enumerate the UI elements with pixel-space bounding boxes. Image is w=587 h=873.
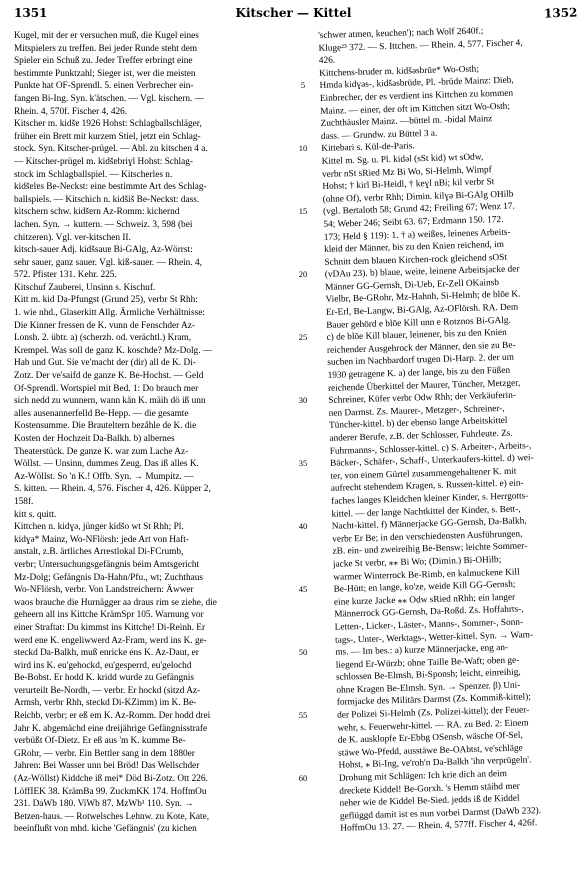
line-number: 40 [298, 521, 308, 532]
text-line: kitt s. quitt. [14, 509, 57, 520]
text-line: tags-, Unter-, Werktags-, Wetter-kittel. Syn. → Wam- [334, 629, 534, 646]
text-line: geflüggd damit ist es nun vorbei Darmst (DaWb 232). [339, 805, 542, 822]
text-line: Reichb, verbr; er eß em K. Az-Romm. Der hodd drei [14, 711, 211, 722]
text-line: Jahr K. abgemächd eine dreijährige Gefängnisstrafe [14, 723, 208, 734]
text-line: neher wie de Kiddel Be-Sied. jedds iß de Kiddel [339, 793, 520, 809]
line-number: 25 [298, 332, 308, 343]
text-line: verurteilt Be-Nordh, — verbr. Er hockd (sitzd Az- [14, 685, 201, 696]
text-line: 426. [318, 55, 336, 67]
text-line: kitschern schw. kidšɐrn Az-Romm: kichernd [14, 207, 180, 218]
text-line: kitsch-sauer Adj. kidšsauɐ Bi-GAlg, Az-Wörrst: [14, 245, 193, 256]
text-line: Of-Sprendl. Wortspiel mit Bed. 1: Do brauch mer [14, 383, 199, 394]
text-line: stock im Schlagballspiel. — Kitscherles n. [14, 169, 173, 180]
text-line: stäwe Wo-Pfedd, ausstäwe Be-OAbtst, ve'schläge [338, 743, 523, 759]
text-line: suchen im Nachbardorf trugen Di-Harp. 2. der um [327, 353, 515, 369]
page-number-left: 1351 [14, 6, 48, 20]
text-line: 1. wie nhd., Glaserkitt Allg. Ärmliche Verhältnisse: [14, 308, 205, 319]
text-line: reichende Überkittel der Maurer, Tüncher, Metzger, [327, 378, 521, 394]
text-line: stock. Syn. Kitscher-prügel. — Abl. zu kitschen 4 a. [14, 144, 208, 155]
text-line: wehr, s. Feuerwehr-kittel. — RA. zu Bed. 2: Einem [337, 718, 529, 734]
text-line: Armsh, verbr Rhh, steckd Di-KZimm) im K. Be- [14, 698, 197, 709]
header-title: Kitscher — Kittel [235, 6, 352, 20]
line-number: 20 [298, 269, 308, 280]
text-line: faches langes Kleidchen kleiner Kinder, s. Herrgotts- [331, 491, 529, 507]
line-number: 30 [298, 395, 308, 406]
text-line: formjacke des Militärs Darmst (Zs. Kommiß-kittel); [336, 692, 532, 709]
text-line: Be-Bobst. Er hodd K. kridd wurde zu Gefängnis [14, 673, 194, 684]
text-line: lachen. Syn. → kuttern. — Schweiz. 3, 598 (bei [14, 219, 193, 230]
text-line: LöffIEK 38. KrämBa 99. ZuckmKK 174. HoffmOu [14, 786, 207, 797]
text-line: Az-Wöllst. So 'n K.! Offb. Syn. → Mumpitz. — [14, 471, 194, 482]
text-line: Fuhrmanns-, Schlosser-kittel. c) S. Arbeiter-, Arbeits-, [329, 440, 532, 457]
text-line: fangen Bi-Ing. Syn. k'ätschen. — Vgl. kischern. — [14, 93, 204, 104]
text-line: Bäcker-, Schäfer-, Schaff-, Unterkaufers-kittel. d) wei- [329, 453, 534, 470]
line-number: 45 [298, 584, 308, 595]
text-line: Kitt m. kid Da-Pfungst (Grund 25), verbr St Rhh: [14, 295, 198, 306]
text-line: Die Kinner fressen de K. vunn de Fenschder Az- [14, 320, 195, 331]
text-line: Betzen-haus. — Rotwelsches Lehnw. zu Kote, Kate, [14, 811, 210, 822]
text-line: (ohne Of), verbr Rhh; Dimin. kilɣə Bi-GAlg OHilb [322, 189, 514, 205]
text-line: (Az-Wöllst) Kiddche iß mei* Död Bi-Zotz. Ott 226. [14, 774, 208, 785]
text-line: Theaterstück. De ganze K. war zum Lache Az- [14, 446, 189, 457]
text-line: Schreiner, Küfer verbr Odw Rhh; der Verkäuferin- [328, 390, 517, 407]
line-number: 50 [298, 647, 308, 658]
text-line: beeinflußt von mhd. kiche 'Gefängnis' (zu kichen [14, 824, 197, 835]
text-line: S. kitten. — Rhein. 4, 576. Fischer 4, 426. Küpper 2, [14, 484, 211, 495]
text-line: Kosten der Hochzeit Da-Balkh. b) albernes [14, 434, 175, 444]
text-line: reichender Ausgehrock der Männer, den sie zu Be- [326, 340, 516, 356]
text-line: ms. — Im bes.: a) kurze Männerjacke, eng an- [335, 643, 509, 658]
text-line: Mainz. — einer, der oft im Kittchen sitzt Wo-Osth; [320, 101, 511, 117]
text-line: verbr; Untersuchungsgefängnis beim Amtsgericht [14, 559, 200, 570]
text-line: Kitscher m. kidšɐ 1926 Hohst: Schlagballschläger, [14, 119, 202, 130]
text-line: kleid der Männer, bis zu den Knien reichend, im [324, 239, 505, 256]
text-line: ballspiels. — Kitschich n. kidšiš Be-Neckst: dass. [14, 194, 200, 205]
text-line: de K. ausklopfe Er-Ebbg OSensb, wäsche Of-Sel, [337, 730, 523, 746]
text-line: verbr nSt sRied Mz Bi Wo, Si-Helmh, Wimpf [321, 164, 492, 180]
text-line: Lonsh. 2. übtr. a) (scherzh. od. verächtl.) Kram, [14, 333, 192, 344]
line-number: 15 [298, 206, 308, 217]
text-line: nen Darmst. Zs. Maurer-, Metzger-, Schreiner-, [328, 403, 505, 419]
text-line: Hohst; † kirl Bi-Heidl, † keɣl nBi; kil verbr St [322, 177, 495, 193]
text-line: anderer Berufe, z.B. der Schlosser, Fuhrleute. Zs. [329, 428, 513, 444]
text-line: liegend Er-Würzb; ohne Taille Be-Waft; oben ge- [335, 655, 520, 671]
text-line: Kittchen n. kidɣə, jünger kidšo wt St Rhh; Pl. [14, 522, 184, 533]
line-number: 5 [300, 80, 306, 91]
text-line: Drohung mit Schlägen: Ich krie dich an deim [338, 769, 508, 784]
text-line: ter, von einem Gürtel zusammengehaltener K. mit [330, 466, 517, 482]
text-line: schlossen Be-Elmsh, Bi-Sponsh; leicht, einreihig, [335, 667, 521, 684]
text-line: Spieler ein Schuß zu. Jeder Treffer erbringt eine [14, 56, 193, 67]
text-line: 'schwer atmen, keuchen'); nach Wolf 2640f.; [318, 26, 484, 41]
text-line: verbr Er Be; in den verschiedensten Ausführungen, [332, 529, 523, 545]
text-line: verbüßt Of-Dietz. Er eß aus 'm K. kumme Be- [14, 736, 186, 747]
right-column [318, 23, 587, 836]
text-line: Wo-NFlörsh, verbr. Von Landstreichern: Äwwer [14, 585, 194, 596]
text-line: geheern all ins Kittche KrämSpr 105. Warnung vor [14, 610, 204, 621]
text-line: Kittebari s. Kül-de-Paris. [321, 141, 415, 155]
text-line: chitzeren). Vgl. ver-kitschen II. [14, 232, 131, 243]
text-line: kidɣə* Mainz, Wo-NFlörsh: jede Art von Haft- [14, 534, 189, 545]
text-line: alles ausenannerfelld Be-Hepp. — die gesamte [14, 408, 189, 419]
text-line: Zotz. Der ve'saifd de ganze K. Be-Hochst. — Geld [14, 371, 204, 382]
text-line: Kostensumme. Die Brauteltern bezåhle de K. die [14, 421, 197, 432]
text-line: eine kurze Jacke ⁎⁎ Odw sRied nRhh; ein langer [333, 592, 516, 608]
text-line: kidšɐlɐs Be-Neckst: eine bestimmte Art des Schlag- [14, 182, 207, 193]
text-line: wird ins K. eu'gehockd, eu'gesperrd, eu'gelochd [14, 660, 192, 671]
text-line: Be-Hütt; en lange, ko'ze, weide Kill GG-Gernsh; [333, 579, 516, 595]
text-line: Er-Erl, Be-Langw, Bi-GAlg, Az-OFlörsh. RA. Dem [325, 302, 519, 318]
text-line: GRohr, — verbr. Ein Bettler sang in dem 1880er [14, 748, 195, 759]
text-line: der Polizei Si-Helmh (Zs. Polizei-kittel); der Feuer- [337, 705, 530, 721]
text-line: Nacht-kittel. f) Männerjacke GG-Gernsh, Da-Balkh, [331, 516, 527, 532]
text-line: 54; Weber 246; Seibt 63. 67; Erdmann 150. 172. [323, 214, 504, 230]
text-line: steckd Da-Balkh, muß enricke ens K. Az-Daut, er [14, 648, 199, 659]
text-line: Jahren: Bei Wasser unn bei Bröd! Das Wellschder [14, 761, 200, 772]
text-line: Kluge²³ 372. — S. Ittchen. — Rhein. 4, 577. Fischer 4, [318, 37, 523, 54]
text-line: zB. ein- und zweireihig Be-Bensw; leichte Sommer- [332, 541, 528, 558]
text-line: warmer Winterrock Be-Rimb, en kalmuckene Kill [333, 567, 520, 583]
text-line: Kittchens-bruder m. kidšəsbrūɐ* Wo-Osth; [319, 64, 479, 79]
text-line: Rhein. 4, 570f. Fischer 4, 426. [14, 106, 128, 117]
text-line: 572. Pfister 131. Kehr. 225. [14, 270, 117, 281]
text-line: anstalt, z.B. ärtliches Arrestlokal Di-FCrumb, [14, 547, 184, 558]
text-line: Bauer gehörd e blōe Kill unn e Rotznos Bi-GAlg. [326, 315, 511, 331]
text-line: Hohst, ⁎ Bi-Ing, ve'roh'n Da-Balkh 'ihn verprügeln'. [338, 755, 532, 772]
text-line: 158f. [14, 496, 34, 507]
text-line: Kitschuf Zauberei, Unsinn s. Kischuf. [14, 282, 156, 293]
text-line: sich nedd zu wunnern, wann kän K. mäih dö iß unn [14, 396, 206, 407]
text-line: Wöllst. — Unsinn, dummes Zeug. Das iß alles K. [14, 459, 199, 470]
left-column [14, 30, 279, 836]
text-line: Punkte hat OF-Sprendl. 5. einen Verbrecher ein- [14, 81, 194, 92]
text-line: bestimmte Punktzahl; Sieger ist, wer die meisten [14, 68, 196, 79]
text-line: jacke St verbr, ⁎⁎ Bi Wo; (Dimin.) Bi-OHilb; [332, 555, 502, 570]
text-line: HoffmOu 13. 27. — Rhein. 4, 577ff. Fischer 4, 426f. [340, 818, 538, 835]
text-line: kittel. — der lange Nachtkittel der Kinder, s. Bett-, [331, 504, 521, 520]
text-line: dreckete Kiddel! Be-Gorxh. 's Hemm stäihd mer [339, 781, 520, 797]
text-line: Mitspielers zu treffen. Bei jeder Runde steht dem [14, 43, 198, 54]
page-number-right: 1352 [543, 5, 578, 21]
text-line: sehr sauer, ganz sauer. Vgl. kiß-sauer. — Rhein. 4, [14, 257, 202, 268]
text-line: Kittel m. Sg. u. Pl. kidəl (sSt kid) wt sOdw, [321, 152, 484, 167]
line-number: 35 [298, 458, 308, 469]
text-line: Letten-, Licker-, Läster-, Manns-, Sommer-, Sonn- [334, 617, 524, 633]
text-line: werd ene K. engeliwwerd Az-Fram, werd ins K. ge- [14, 635, 207, 646]
text-line: dass. — Grundw. zu Büttel 3 a. [320, 128, 438, 142]
line-number: 10 [298, 143, 308, 154]
text-line: Zuchthäusler Mainz. —büttel m. -bidəl Mainz [320, 114, 493, 130]
text-line: aufrecht stehendem Kragen, s. Russen-kittel. e) ein- [330, 478, 524, 495]
text-line: Männerrock GG-Gernsh, Da-Roßd. Zs. Hoffahrts-, [334, 604, 524, 621]
text-line: ohne Kragen Be-Elmsh. Syn. → Spenzer. β) Uni- [336, 680, 521, 696]
text-line: Hab und Gut. Sie ve'macht der (dir) all de K. Di- [14, 358, 196, 369]
text-line: c) de blōe Kill blauer, leinener, bis zu den Knien [326, 328, 507, 344]
line-number: 55 [298, 710, 308, 721]
text-line: (vDAu 23). b) blaue, weite, leinene Arbeitsjacke der [324, 264, 520, 281]
text-line: 173; Held § 119): 1. † a) weißes, leinenes Arbeits- [323, 227, 511, 243]
text-line: Schnitt dem blauen Kirchen-rock gleichend sOSt [324, 252, 508, 268]
text-line: — Kitscher-prügel m. kidšɐbriɣl Hohst: Schlag- [14, 156, 194, 167]
line-number: 60 [298, 773, 308, 784]
text-line: waos brauche die Hurnägger aa draus rim se ziehe, die [14, 597, 217, 608]
text-line: Mz-Dolg; Gefängnis Da-Hahn/Pfu., wt; Zuchthaus [14, 572, 203, 583]
text-line: 231. DaWb 180. ViWb 87. MzWb¹ 110. Syn. → [14, 799, 194, 810]
text-line: früher ein Brett mit kurzem Stiel, jetzt ein Schlag- [14, 131, 201, 142]
text-line: Einbrecher, der es verdient ins Kittchen zu kommen [319, 88, 514, 104]
text-line: Vielbr, Be-GRohr, Mz-Hahnh, Si-Helmh; de blōe K. [325, 289, 521, 306]
text-line: Tüncher-kittel. b) der ebenso lange Arbeitskittel [328, 416, 508, 432]
text-line: (vgl. Bertaloth 58; Grund 42; Freiling 67; Wenz 17. [322, 201, 515, 218]
text-line: Krempel. Was soll de ganz K. koschde? Mz-Dolg. — [14, 345, 213, 356]
text-line: Kugel, mit der er versuchen muß, die Kugel eines [14, 31, 199, 41]
text-line: 1930 getragene K. a) der lange, bis zu den Füßen [327, 365, 511, 381]
text-line: Hmda kidɣəs-, kidšəsbrūdɐ, Pl. -brūdɐ Mainz: Dieb, [319, 75, 514, 92]
text-line: Männer GG-Gernsh, Di-Ueb, Er-Zell OKainsb [325, 277, 500, 293]
text-line: einer Straftat: Du kimmst ins Kittche! Di-Reinh. Er [14, 622, 206, 633]
running-header [0, 6, 587, 24]
